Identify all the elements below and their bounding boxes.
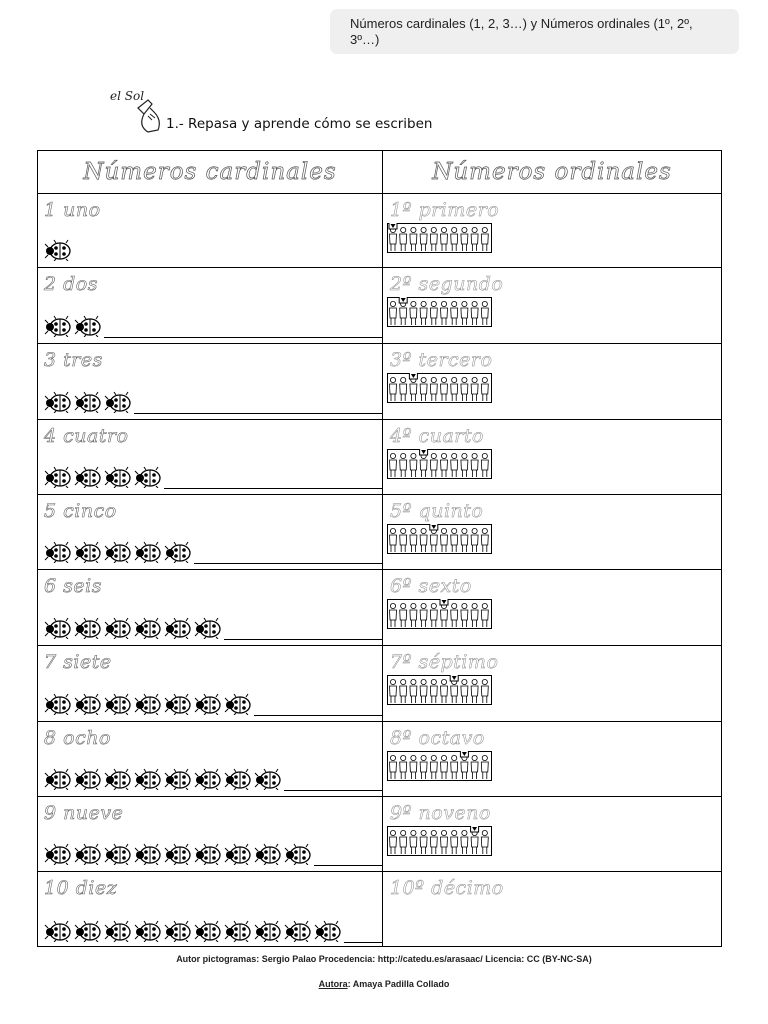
ladybug-icon — [284, 843, 314, 865]
ladybug-icon — [44, 541, 74, 563]
header-cardinal: Números cardinales — [83, 159, 337, 185]
ordinal-word: 8º octavo — [390, 727, 485, 749]
ladybug-icon — [74, 466, 104, 488]
cardinal-word: 6 seis — [44, 575, 102, 597]
ladybug-icon — [194, 768, 224, 790]
queue-of-children-icon — [387, 751, 492, 781]
ladybug-icon — [74, 391, 104, 413]
hand-writing-icon — [108, 86, 164, 134]
footer-credits: Autor pictogramas: Sergio Palao Procedencia: http://catedu.es/arasaac/ Licencia: CC (BY-NC-SA) — [176, 954, 592, 964]
instruction-text: 1.- Repasa y aprende cómo se escriben — [166, 116, 433, 132]
ladybug-icon — [164, 541, 194, 563]
write-line — [314, 865, 382, 866]
cardinal-word: 9 nueve — [44, 802, 124, 824]
ladybug-icon — [74, 315, 104, 337]
write-line — [254, 715, 382, 716]
write-line — [164, 488, 382, 489]
ladybug-counters — [44, 617, 224, 639]
ladybug-icon — [44, 693, 74, 715]
queue-of-children-icon — [387, 599, 492, 629]
ladybug-icon — [44, 466, 74, 488]
cardinal-word: 5 cinco — [44, 500, 117, 522]
write-line — [134, 413, 382, 414]
ladybug-counters — [44, 466, 164, 488]
ladybug-icon — [194, 693, 224, 715]
row-divider — [38, 494, 721, 495]
footer-author — [0, 979, 768, 989]
ladybug-icon — [194, 617, 224, 639]
ladybug-counters — [44, 391, 134, 413]
cardinal-word: 10 diez — [44, 877, 118, 899]
ordinal-word: 3º tercero — [390, 349, 493, 371]
ladybug-icon — [44, 315, 74, 337]
ladybug-counters — [44, 843, 314, 865]
row-divider — [38, 193, 721, 194]
ladybug-icon — [44, 391, 74, 413]
ladybug-icon — [254, 843, 284, 865]
ordinal-word: 1º primero — [390, 199, 500, 221]
logo-text: el Sol — [110, 89, 145, 103]
ladybug-icon — [134, 466, 164, 488]
ladybug-icon — [134, 541, 164, 563]
write-line — [194, 563, 382, 564]
ladybug-icon — [104, 541, 134, 563]
queue-of-children-icon — [387, 297, 492, 327]
queue-of-children-icon — [387, 524, 492, 554]
ladybug-icon — [44, 768, 74, 790]
ladybug-icon — [104, 391, 134, 413]
ladybug-icon — [194, 843, 224, 865]
ladybug-icon — [164, 617, 194, 639]
cardinal-word: 8 ocho — [44, 727, 111, 749]
ladybug-icon — [104, 466, 134, 488]
ladybug-icon — [224, 843, 254, 865]
author-name: : Amaya Padilla Collado — [347, 979, 450, 989]
row-divider — [38, 645, 721, 646]
author-label: Autora — [318, 979, 348, 989]
ordinal-word: 6º sexto — [390, 575, 472, 597]
ladybug-icon — [104, 617, 134, 639]
ordinal-word: 2º segundo — [390, 273, 504, 295]
header-ordinal: Números ordinales — [432, 159, 672, 185]
ladybug-counters — [44, 315, 104, 337]
cardinal-word: 7 siete — [44, 651, 112, 673]
ordinal-word: 7º séptimo — [390, 651, 499, 673]
queue-of-children-icon — [387, 826, 492, 856]
ladybug-icon — [134, 768, 164, 790]
ladybug-icon — [254, 920, 284, 942]
column-divider — [382, 151, 383, 946]
ladybug-icon — [164, 843, 194, 865]
ladybug-icon — [74, 693, 104, 715]
cardinal-word: 2 dos — [44, 273, 98, 295]
row-divider — [38, 796, 721, 797]
ladybug-icon — [104, 768, 134, 790]
ladybug-icon — [74, 843, 104, 865]
ladybug-icon — [74, 617, 104, 639]
ladybug-icon — [164, 920, 194, 942]
row-divider — [38, 569, 721, 570]
ordinal-word: 9º noveno — [390, 802, 491, 824]
write-line — [344, 942, 382, 943]
ladybug-icon — [134, 920, 164, 942]
ladybug-icon — [104, 920, 134, 942]
ladybug-icon — [134, 843, 164, 865]
row-divider — [38, 871, 721, 872]
ladybug-icon — [224, 768, 254, 790]
ladybug-counters — [44, 693, 254, 715]
ladybug-icon — [314, 920, 344, 942]
ladybug-icon — [194, 920, 224, 942]
row-divider — [38, 267, 721, 268]
ladybug-icon — [104, 693, 134, 715]
queue-of-children-icon — [387, 449, 492, 479]
ladybug-icon — [74, 920, 104, 942]
ladybug-icon — [164, 693, 194, 715]
row-divider — [38, 419, 721, 420]
write-line — [224, 639, 382, 640]
cardinal-word: 3 tres — [44, 349, 103, 371]
ladybug-icon — [164, 768, 194, 790]
cardinal-word: 4 cuatro — [44, 425, 129, 447]
ladybug-icon — [134, 617, 164, 639]
numbers-table — [37, 150, 722, 947]
ladybug-icon — [74, 541, 104, 563]
ladybug-icon — [74, 768, 104, 790]
title-box — [330, 9, 739, 54]
ladybug-counters — [44, 768, 284, 790]
write-line — [104, 337, 382, 338]
queue-of-children-icon — [387, 373, 492, 403]
ordinal-word: 4º cuarto — [390, 425, 484, 447]
row-divider — [38, 343, 721, 344]
ladybug-icon — [224, 693, 254, 715]
write-line — [284, 790, 382, 791]
ladybug-icon — [44, 239, 74, 261]
ladybug-icon — [44, 920, 74, 942]
ladybug-icon — [284, 920, 314, 942]
ordinal-word: 5º quinto — [390, 500, 484, 522]
ladybug-icon — [104, 843, 134, 865]
ladybug-icon — [44, 617, 74, 639]
ladybug-counters — [44, 541, 194, 563]
row-divider — [38, 721, 721, 722]
cardinal-word: 1 uno — [44, 199, 101, 221]
ladybug-icon — [44, 843, 74, 865]
ladybug-icon — [224, 920, 254, 942]
ladybug-icon — [134, 693, 164, 715]
ladybug-counters — [44, 239, 74, 261]
queue-of-children-icon — [387, 675, 492, 705]
queue-of-children-icon — [387, 223, 492, 253]
ladybug-counters — [44, 920, 344, 942]
ladybug-icon — [254, 768, 284, 790]
page-title: Números cardinales (1, 2, 3…) y Números ordinales (1º, 2º, 3º…) — [350, 16, 693, 47]
ordinal-word: 10º décimo — [390, 877, 504, 899]
